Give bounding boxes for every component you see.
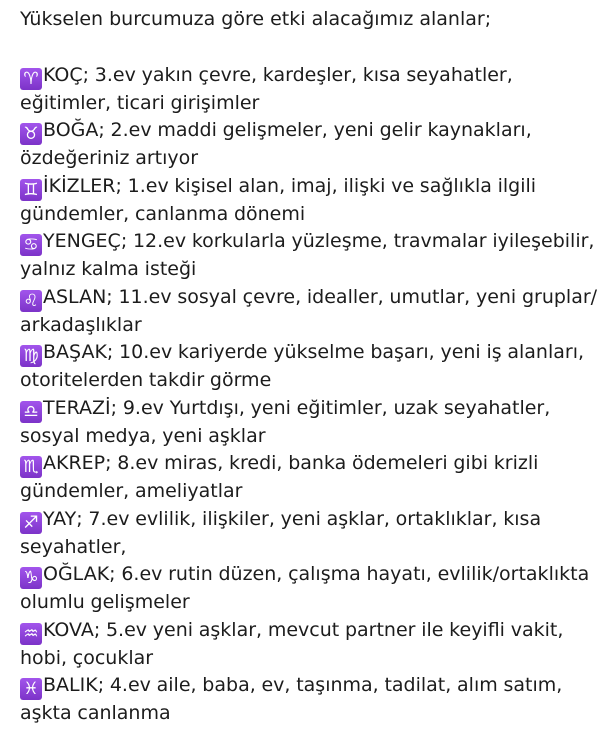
sign-name: BALIK — [43, 674, 98, 696]
aries-icon: ♈ — [20, 68, 42, 90]
sagittarius-icon: ♐ — [20, 512, 42, 534]
sign-description: ; 5.ev yeni aşklar, mevcut partner ile keyifli vakit, hobi, çocuklar — [20, 618, 564, 669]
sign-description: ; 11.ev sosyal çevre, idealler, umutlar, yeni gruplar/ arkadaşlıklar — [20, 285, 598, 336]
taurus-icon: ♉ — [20, 123, 42, 145]
sign-name: BOĞA — [43, 119, 99, 141]
list-item — [20, 617, 602, 673]
cancer-icon: ♋ — [20, 234, 42, 256]
sign-name: OĞLAK — [43, 563, 110, 585]
sign-description: ; 4.ev aile, baba, ev, taşınma, tadilat, alım satım, aşkta canlanma — [20, 674, 563, 724]
sign-description: ; 1.ev kişisel alan, imaj, ilişki ve sağlıkla ilgili gündemler, canlanma dönemi — [20, 174, 537, 225]
sign-name: AKREP — [43, 452, 106, 474]
post-content — [20, 6, 602, 728]
sign-name: KOVA — [43, 618, 94, 641]
intro-text: Yükselen burcumuza göre etki alacağımız alanlar; — [20, 8, 492, 30]
sign-description: ; 3.ev yakın çevre, kardeşler, kısa seyahatler, eğitimler, ticari girişimler — [20, 63, 513, 114]
sign-name: BAŞAK — [43, 341, 107, 363]
sign-name: İKİZLER — [43, 174, 116, 197]
sign-description: ; 12.ev korkularla yüzleşme, travmalar iyileşebilir, yalnız kalma isteği — [20, 230, 595, 280]
list-item — [20, 228, 602, 284]
sign-description: ; 2.ev maddi gelişmeler, yeni gelir kaynakları, özdeğeriniz artıyor — [20, 119, 532, 169]
sign-name: TERAZİ — [43, 396, 111, 419]
list-item — [20, 506, 602, 562]
pisces-icon: ♓ — [20, 678, 42, 700]
list-item — [20, 561, 602, 617]
sign-list — [20, 62, 602, 728]
scorpio-icon: ♏ — [20, 456, 42, 478]
leo-icon: ♌ — [20, 290, 42, 312]
list-item — [20, 395, 602, 451]
gemini-icon: ♊ — [20, 179, 42, 201]
capricorn-icon: ♑ — [20, 567, 42, 589]
aquarius-icon: ♒ — [20, 623, 42, 645]
libra-icon: ♎ — [20, 401, 42, 423]
sign-name: KOÇ — [43, 63, 83, 86]
list-item — [20, 62, 602, 118]
sign-name: ASLAN — [43, 285, 107, 308]
sign-name: YAY — [43, 507, 77, 530]
sign-description: ; 6.ev rutin düzen, çalışma hayatı, evlilik/ortaklıkta olumlu gelişmeler — [20, 563, 590, 613]
list-item — [20, 117, 602, 173]
list-item — [20, 450, 602, 506]
list-item — [20, 173, 602, 229]
sign-description: ; 9.ev Yurtdışı, yeni eğitimler, uzak seyahatler, sosyal medya, yeni aşklar — [20, 396, 551, 447]
sign-description: ; 8.ev miras, kredi, banka ödemeleri gibi krizli gündemler, ameliyatlar — [20, 452, 539, 502]
virgo-icon: ♍ — [20, 345, 42, 367]
list-item — [20, 672, 602, 728]
sign-description: ; 7.ev evlilik, ilişkiler, yeni aşklar, ortaklıklar, kısa seyahatler, — [20, 507, 542, 558]
list-item — [20, 284, 602, 340]
sign-description: ; 10.ev kariyerde yükselme başarı, yeni iş alanları, otoritelerden takdir görme — [20, 341, 585, 391]
list-item — [20, 339, 602, 395]
sign-name: YENGEÇ — [43, 230, 121, 252]
